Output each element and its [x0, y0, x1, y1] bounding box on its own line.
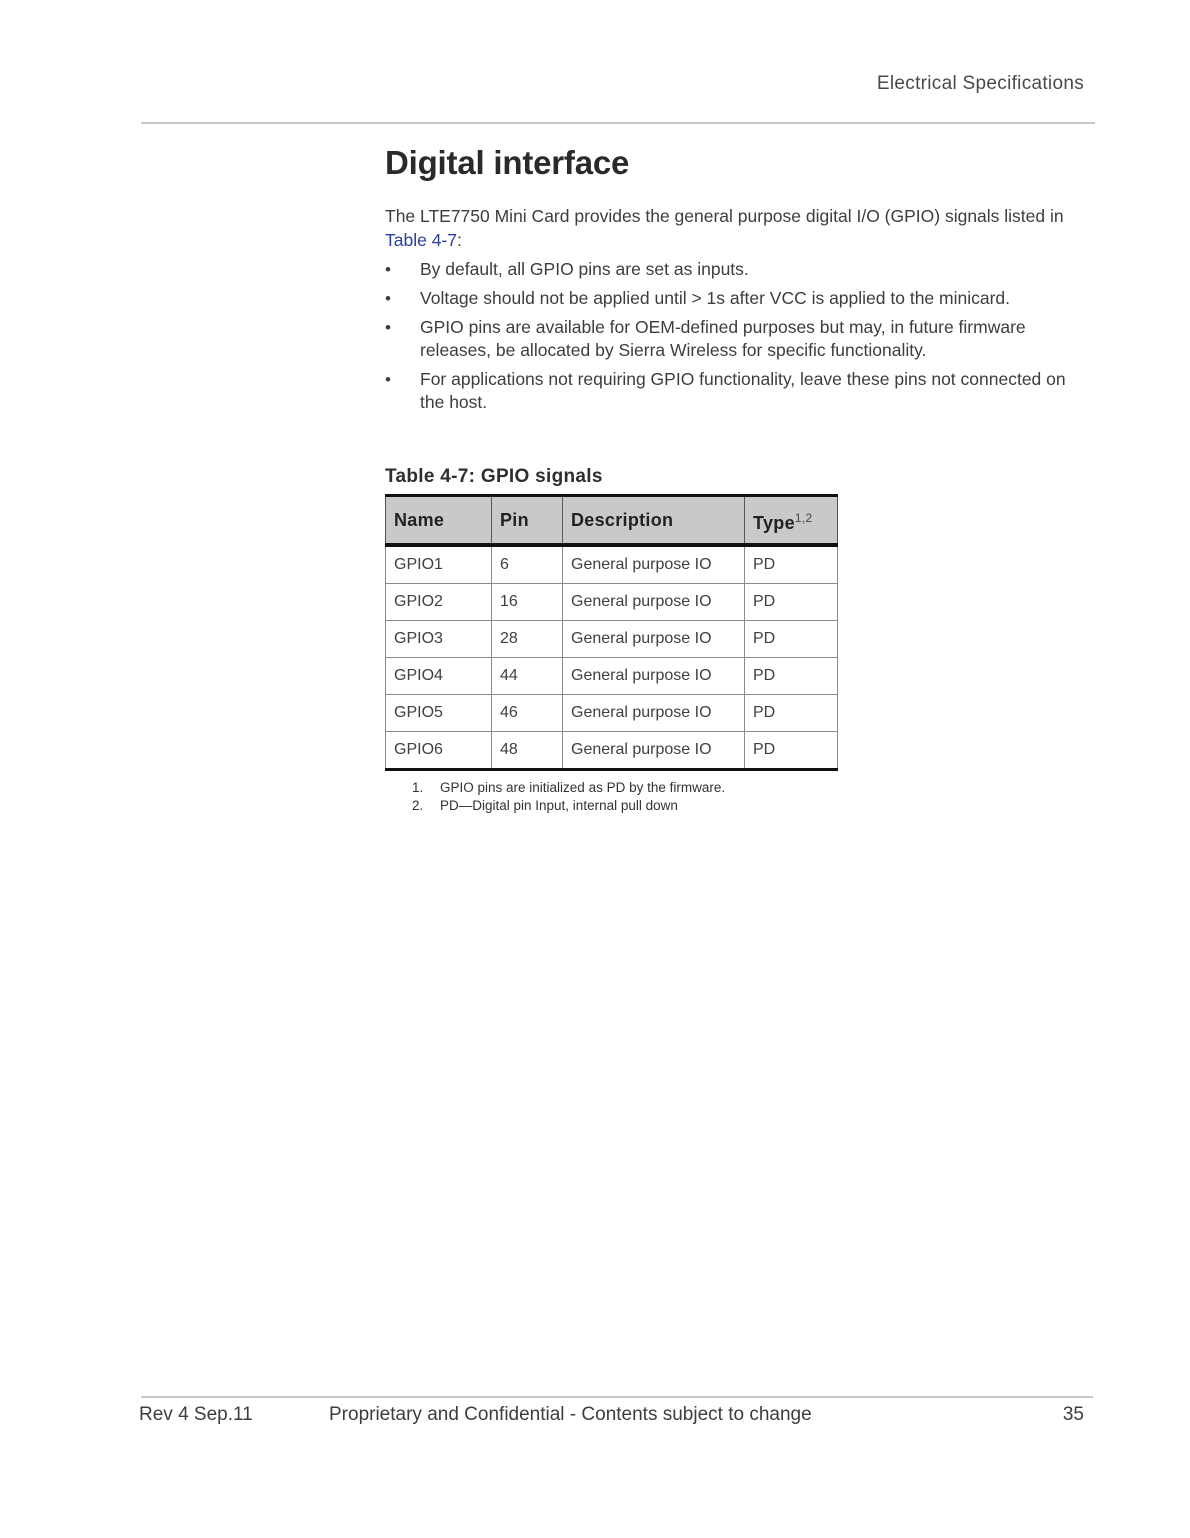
cell-name: GPIO4: [386, 658, 492, 695]
cell-type: PD: [745, 584, 838, 621]
footnote-text: GPIO pins are initialized as PD by the firmware.: [440, 780, 726, 795]
cell-description: General purpose IO: [563, 584, 745, 621]
bullet-icon: •: [385, 289, 391, 308]
cell-type: PD: [745, 621, 838, 658]
table-link[interactable]: Table 4-7: [385, 230, 457, 250]
bullet-text: GPIO pins are available for OEM-defined purposes but may, in future firmware releases, be allocated by Sierra Wireless for specific functionality.: [420, 317, 1026, 360]
header-divider: [141, 122, 1095, 124]
table-footnotes: [385, 779, 1085, 815]
intro-paragraph: [385, 204, 1085, 252]
table-row: [386, 621, 838, 658]
cell-pin: 6: [492, 545, 563, 584]
cell-description: General purpose IO: [563, 732, 745, 770]
cell-pin: 28: [492, 621, 563, 658]
bullet-item: [385, 316, 1085, 362]
type-header-label: Type: [753, 512, 795, 533]
cell-description: General purpose IO: [563, 545, 745, 584]
cell-description: General purpose IO: [563, 621, 745, 658]
table-row: [386, 658, 838, 695]
table-row: [386, 695, 838, 732]
table-row: [386, 545, 838, 584]
type-header-footnote-ref: 1,2: [794, 510, 813, 525]
bullet-item: [385, 368, 1085, 414]
intro-punctuation: :: [457, 230, 462, 250]
footnote-number: 2.: [412, 798, 424, 813]
gpio-signals-table: [385, 494, 838, 771]
footnote: [412, 797, 1085, 815]
bullet-text: By default, all GPIO pins are set as inputs.: [420, 259, 749, 279]
section-title: Digital interface: [385, 144, 630, 181]
bullet-item: [385, 258, 1085, 281]
cell-name: GPIO1: [386, 545, 492, 584]
bullet-text: For applications not requiring GPIO functionality, leave these pins not connected on the host.: [420, 369, 1066, 412]
bullet-text: Voltage should not be applied until > 1s after VCC is applied to the minicard.: [420, 288, 1011, 308]
cell-type: PD: [745, 658, 838, 695]
cell-pin: 48: [492, 732, 563, 770]
main-content: [385, 140, 1085, 815]
cell-type: PD: [745, 695, 838, 732]
bullet-item: [385, 287, 1085, 310]
cell-description: General purpose IO: [563, 658, 745, 695]
footer-divider: [141, 1396, 1093, 1398]
running-header: Electrical Specifications: [876, 73, 1084, 94]
intro-text: The LTE7750 Mini Card provides the general purpose digital I/O (GPIO) signals listed in: [385, 206, 1064, 226]
cell-name: GPIO6: [386, 732, 492, 770]
bullet-icon: •: [385, 370, 391, 389]
cell-pin: 46: [492, 695, 563, 732]
cell-pin: 16: [492, 584, 563, 621]
bullet-list: [385, 258, 1085, 414]
cell-name: GPIO2: [386, 584, 492, 621]
column-header-type: [745, 496, 838, 546]
table-row: [386, 584, 838, 621]
footnote-number: 1.: [412, 780, 424, 795]
bullet-icon: •: [385, 260, 391, 279]
footnote-text: PD—Digital pin Input, internal pull down: [440, 798, 678, 813]
cell-name: GPIO5: [386, 695, 492, 732]
page-number: 35: [1062, 1404, 1084, 1425]
cell-type: PD: [745, 545, 838, 584]
cell-type: PD: [745, 732, 838, 770]
column-header-description: Description: [563, 496, 745, 546]
cell-name: GPIO3: [386, 621, 492, 658]
table-caption: Table 4-7: GPIO signals: [385, 466, 603, 487]
footnote: [412, 779, 1085, 797]
cell-description: General purpose IO: [563, 695, 745, 732]
footer-confidentiality: Proprietary and Confidential - Contents subject to change: [329, 1404, 812, 1425]
column-header-pin: Pin: [492, 496, 563, 546]
table-row: [386, 732, 838, 770]
bullet-icon: •: [385, 318, 391, 337]
footer-revision: Rev 4 Sep.11: [139, 1404, 253, 1425]
table-header-row: [386, 496, 838, 546]
cell-pin: 44: [492, 658, 563, 695]
column-header-name: Name: [386, 496, 492, 546]
